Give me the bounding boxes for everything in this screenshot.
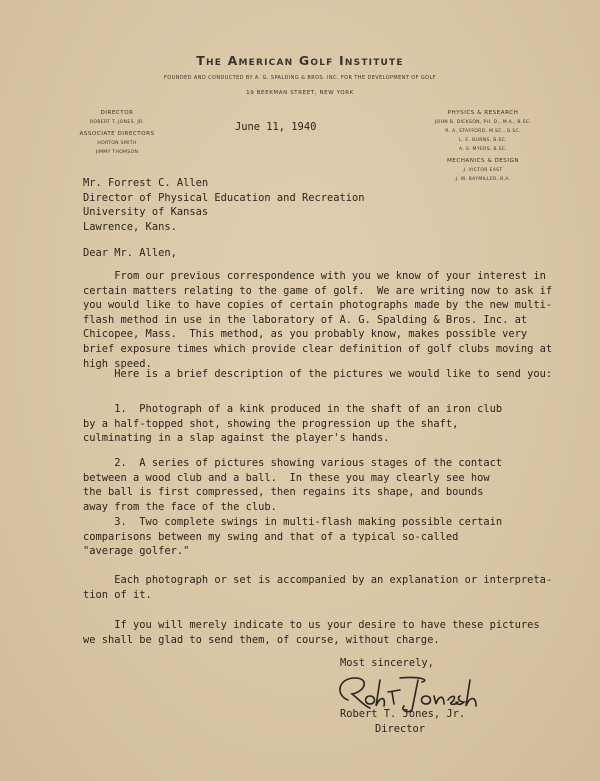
letter-date: June 11, 1940	[235, 121, 317, 133]
physics-heading: PHYSICS & RESEARCH	[447, 110, 519, 116]
text-line: high speed.	[83, 357, 152, 370]
letterhead-title: The American Golf Institute	[196, 53, 404, 68]
text-line: From our previous correspondence with you we know of your interest in	[83, 270, 546, 282]
text-line: culminating in a slap against the player's hands.	[83, 432, 390, 445]
text-line: Chicopee, Mass. This method, as you probably know, makes possible very	[83, 328, 528, 341]
text-line: the ball is first compressed, then regains its shape, and bounds	[83, 486, 484, 499]
text-line: brief exposure times which provide clear definition of golf clubs moving at	[83, 342, 553, 355]
paragraph-3	[83, 573, 552, 602]
mechanics-staff: J. VICTOR EAST	[463, 168, 503, 173]
associate-name: HORTON SMITH	[97, 141, 137, 146]
associate-heading: ASSOCIATE DIRECTORS	[79, 131, 155, 137]
physics-staff: L. E. BURNS, B.SC.	[459, 138, 507, 143]
item-3	[83, 515, 502, 559]
text-line: you would like to have copies of certain photographs made by the new multi-	[83, 299, 553, 312]
inside-address	[83, 176, 365, 234]
paragraph-2	[83, 367, 552, 382]
text-line: certain matters relating to the game of golf. We are writing now to ask if	[83, 284, 553, 297]
salutation: Dear Mr. Allen,	[83, 247, 177, 259]
paragraph-4	[83, 618, 540, 647]
mechanics-staff: J. W. BAYMILLER, B.A.	[455, 177, 511, 182]
paragraph-1	[83, 269, 552, 371]
text-line: 3. Two complete swings in multi-flash making possible certain	[83, 516, 503, 528]
director-name: ROBERT T. JONES, JR.	[89, 120, 145, 125]
text-line: 1. Photograph of a kink produced in the shaft of an iron club	[83, 403, 503, 415]
mechanics-heading: MECHANICS & DESIGN	[446, 158, 520, 164]
text-line: we shall be glad to send them, of course, without charge.	[83, 633, 440, 646]
physics-staff: R. A. STAFFORD, M.SC., B.SC.	[445, 129, 521, 134]
letterhead-right-column	[428, 106, 538, 184]
letterhead-address: 19 BEEKMAN STREET, NEW YORK	[246, 90, 354, 96]
text-line: comparisons between my swing and that of a typical so-called	[83, 530, 459, 543]
physics-staff: JOHN B. DICKSON, PH. D., M.A., B.SC.	[434, 120, 532, 125]
text-line: 2. A series of pictures showing various stages of the contact	[83, 457, 503, 469]
text-line: Mr. Forrest C. Allen	[83, 177, 209, 189]
text-line: Each photograph or set is accompanied by an explanation or interpreta-	[83, 574, 553, 586]
closing: Most sincerely,	[340, 657, 434, 669]
signer-name: Robert T. Jones, Jr.	[340, 708, 466, 720]
physics-staff: A. S. MYERS, B.SC.	[458, 147, 508, 152]
text-line: tion of it.	[83, 588, 152, 601]
text-line: flash method in use in the laboratory of A. G. Spalding & Bros. Inc. at	[83, 313, 528, 326]
text-line: away from the face of the club.	[83, 500, 277, 513]
text-line: by a half-topped shot, showing the progression up the shaft,	[83, 417, 459, 430]
associate-name: JIMMY THOMSON	[95, 150, 139, 155]
letterhead-subtitle: FOUNDED AND CONDUCTED BY A. G. SPALDING & BROS. INC. FOR THE DEVELOPMENT OF GOLF	[164, 75, 436, 81]
text-line: between a wood club and a ball. In these you may clearly see how	[83, 471, 490, 484]
letterhead-left-column	[62, 106, 172, 157]
text-line: "average golfer."	[83, 545, 190, 558]
text-line: Here is a brief description of the pictures we would like to send you:	[83, 368, 553, 380]
text-line: Lawrence, Kans.	[83, 220, 177, 233]
text-line: If you will merely indicate to us your desire to have these pictures	[83, 619, 540, 631]
item-2	[83, 456, 502, 514]
item-1	[83, 402, 502, 446]
text-line: University of Kansas	[83, 206, 209, 219]
text-line: Director of Physical Education and Recreation	[83, 191, 365, 204]
director-heading: DIRECTOR	[100, 110, 134, 116]
signer-title: Director	[375, 723, 426, 735]
